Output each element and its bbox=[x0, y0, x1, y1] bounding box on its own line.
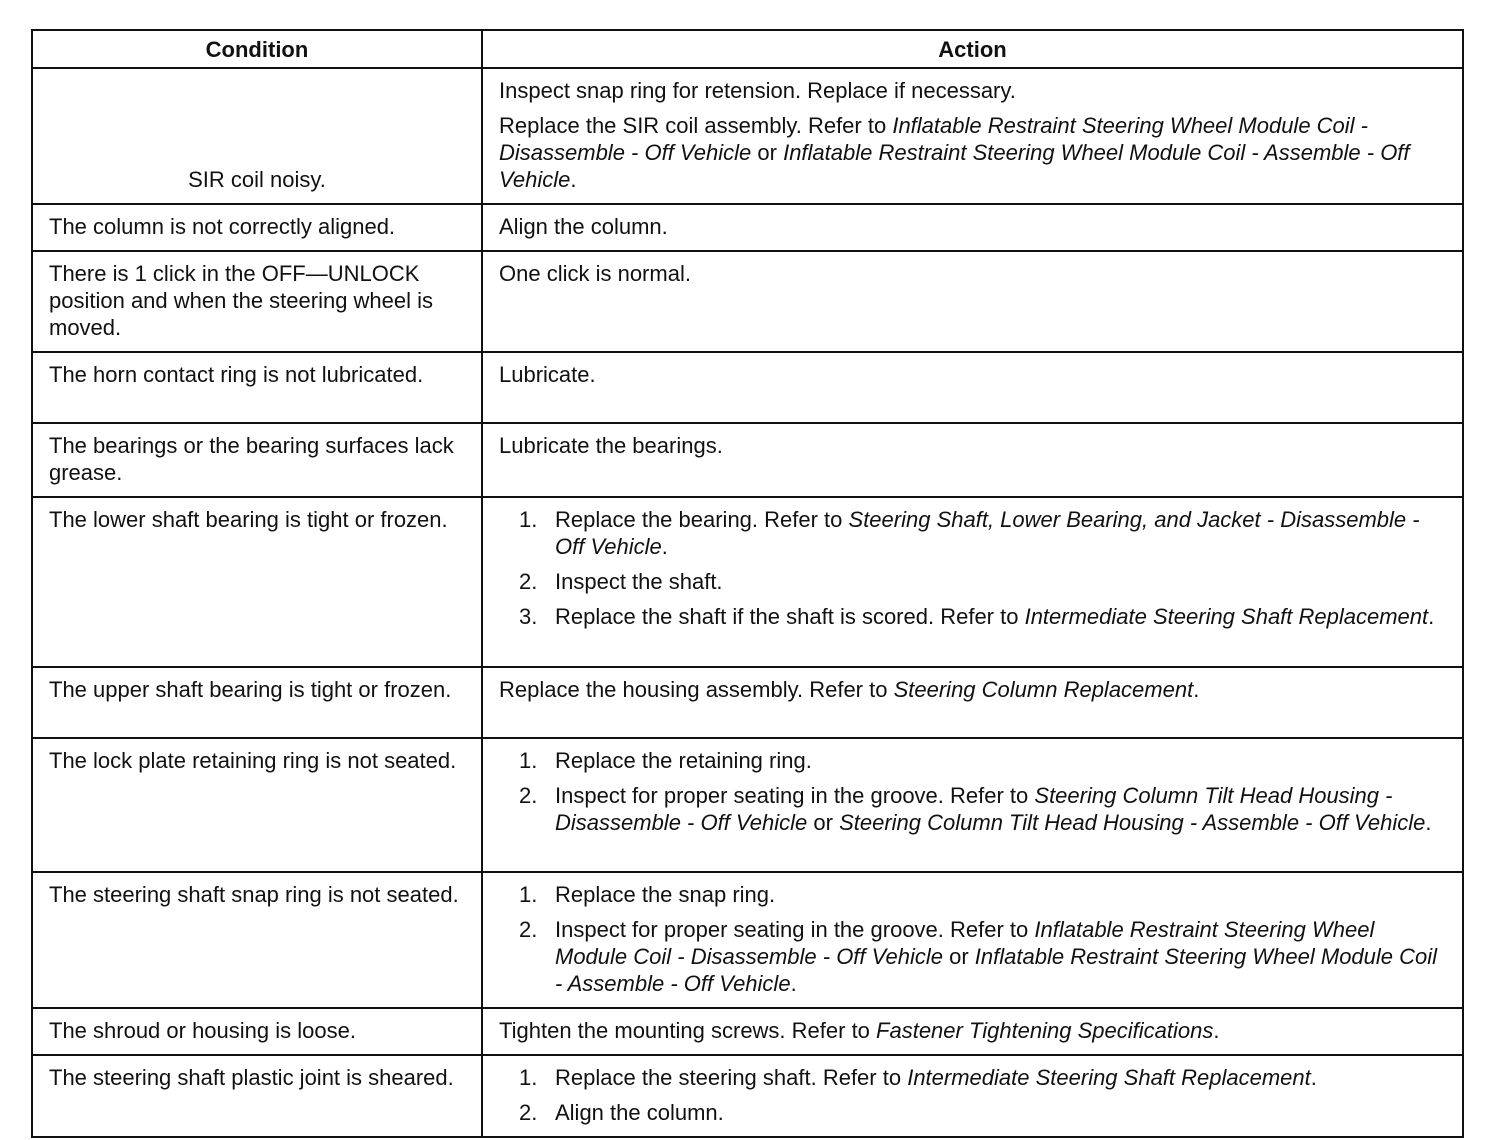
action-text: Inspect snap ring for retension. Replace if necessary. bbox=[499, 78, 1016, 103]
step-number: 1. bbox=[519, 882, 538, 907]
action-text: Lubricate the bearings. bbox=[499, 433, 723, 458]
action-cell bbox=[482, 497, 1463, 667]
reference-link: Inflatable Restraint Steering Wheel Module Coil - Disassemble - Off Vehicle bbox=[555, 917, 1375, 969]
list-item bbox=[499, 568, 1446, 595]
table-row bbox=[32, 1008, 1463, 1055]
condition-text: The column is not correctly aligned. bbox=[49, 214, 396, 239]
action-text: Tighten the mounting screws. Refer to bbox=[499, 1018, 877, 1043]
reference-link: Inflatable Restraint Steering Wheel Module Coil - Assemble - Off Vehicle bbox=[499, 140, 1410, 192]
action-text: . bbox=[570, 167, 577, 192]
table-row bbox=[32, 204, 1463, 251]
step-text: Inspect for proper seating in the groove. Refer to bbox=[555, 917, 1035, 942]
step-text: Replace the bearing. Refer to bbox=[555, 507, 849, 532]
action-text: Replace the housing assembly. Refer to bbox=[499, 677, 894, 702]
condition-text: The bearings or the bearing surfaces lack grease. bbox=[49, 433, 454, 485]
table-row bbox=[32, 738, 1463, 872]
table-row bbox=[32, 1055, 1463, 1137]
condition-cell bbox=[32, 251, 482, 352]
header-row bbox=[32, 30, 1463, 68]
step-text: Replace the retaining ring. bbox=[555, 748, 812, 773]
step-text: Align the column. bbox=[555, 1100, 724, 1125]
reference-link: Steering Column Tilt Head Housing - Disassemble - Off Vehicle bbox=[555, 783, 1393, 835]
step-list bbox=[499, 1064, 1446, 1126]
action-header: Action bbox=[482, 30, 1463, 68]
action-cell bbox=[482, 423, 1463, 497]
list-item bbox=[499, 506, 1446, 560]
step-text: . bbox=[661, 534, 668, 559]
condition-text: SIR coil noisy. bbox=[188, 167, 326, 192]
condition-text: The steering shaft snap ring is not seated. bbox=[49, 882, 459, 907]
condition-cell bbox=[32, 1008, 482, 1055]
condition-text: The lower shaft bearing is tight or frozen. bbox=[49, 507, 448, 532]
step-text: . bbox=[1310, 1065, 1317, 1090]
action-paragraph bbox=[499, 77, 1446, 104]
condition-cell bbox=[32, 667, 482, 738]
condition-cell bbox=[32, 352, 482, 423]
reference-link: Inflatable Restraint Steering Wheel Module Coil - Disassemble - Off Vehicle bbox=[499, 113, 1369, 165]
condition-cell bbox=[32, 872, 482, 1008]
list-item bbox=[499, 603, 1446, 630]
condition-text: The horn contact ring is not lubricated. bbox=[49, 362, 424, 387]
action-cell bbox=[482, 251, 1463, 352]
table-row bbox=[32, 423, 1463, 497]
action-cell bbox=[482, 1055, 1463, 1137]
step-number: 1. bbox=[519, 507, 538, 532]
list-item bbox=[499, 782, 1446, 836]
step-list bbox=[499, 747, 1446, 836]
table-row bbox=[32, 872, 1463, 1008]
action-text: . bbox=[1193, 677, 1200, 702]
step-text: . bbox=[1428, 604, 1435, 629]
action-cell bbox=[482, 738, 1463, 872]
list-item bbox=[499, 1099, 1446, 1126]
step-text: Inspect the shaft. bbox=[555, 569, 723, 594]
reference-link: Fastener Tightening Specifications bbox=[876, 1018, 1214, 1043]
step-text: or bbox=[943, 944, 975, 969]
list-item bbox=[499, 747, 1446, 774]
condition-header: Condition bbox=[32, 30, 482, 68]
step-text: Inspect for proper seating in the groove. Refer to bbox=[555, 783, 1035, 808]
reference-link: Intermediate Steering Shaft Replacement bbox=[1024, 604, 1429, 629]
action-text: One click is normal. bbox=[499, 261, 691, 286]
step-number: 2. bbox=[519, 1100, 538, 1125]
condition-cell bbox=[32, 1055, 482, 1137]
action-text: Align the column. bbox=[499, 214, 668, 239]
action-cell bbox=[482, 872, 1463, 1008]
condition-text: The shroud or housing is loose. bbox=[49, 1018, 356, 1043]
step-number: 2. bbox=[519, 569, 538, 594]
step-text: Replace the steering shaft. Refer to bbox=[555, 1065, 908, 1090]
troubleshooting-table bbox=[31, 29, 1464, 1138]
condition-cell bbox=[32, 204, 482, 251]
step-number: 2. bbox=[519, 783, 538, 808]
table-row bbox=[32, 251, 1463, 352]
condition-cell bbox=[32, 738, 482, 872]
step-number: 1. bbox=[519, 1065, 538, 1090]
action-cell bbox=[482, 1008, 1463, 1055]
reference-link: Steering Shaft, Lower Bearing, and Jacket - Disassemble - Off Vehicle bbox=[555, 507, 1420, 559]
condition-cell bbox=[32, 423, 482, 497]
table-row bbox=[32, 497, 1463, 667]
step-list bbox=[499, 506, 1446, 630]
action-paragraph bbox=[499, 112, 1446, 193]
list-item bbox=[499, 881, 1446, 908]
step-list bbox=[499, 881, 1446, 997]
action-text: . bbox=[1213, 1018, 1220, 1043]
step-text: . bbox=[790, 971, 797, 996]
condition-text: The steering shaft plastic joint is sheared. bbox=[49, 1065, 454, 1090]
action-cell bbox=[482, 68, 1463, 204]
table-row bbox=[32, 68, 1463, 204]
step-text: or bbox=[807, 810, 840, 835]
condition-text: There is 1 click in the OFF—UNLOCK position and when the steering wheel is moved. bbox=[49, 261, 434, 340]
step-number: 1. bbox=[519, 748, 538, 773]
list-item bbox=[499, 916, 1446, 997]
condition-text: The lock plate retaining ring is not seated. bbox=[49, 748, 457, 773]
action-text: or bbox=[751, 140, 784, 165]
reference-link: Steering Column Replacement bbox=[893, 677, 1194, 702]
table-row bbox=[32, 352, 1463, 423]
list-item bbox=[499, 1064, 1446, 1091]
reference-link: Steering Column Tilt Head Housing - Assemble - Off Vehicle bbox=[839, 810, 1426, 835]
table-row bbox=[32, 667, 1463, 738]
condition-cell bbox=[32, 68, 482, 204]
step-text: . bbox=[1425, 810, 1432, 835]
action-text: Replace the SIR coil assembly. Refer to bbox=[499, 113, 893, 138]
reference-link: Inflatable Restraint Steering Wheel Module Coil - Assemble - Off Vehicle bbox=[555, 944, 1438, 996]
reference-link: Intermediate Steering Shaft Replacement bbox=[907, 1065, 1311, 1090]
step-text: Replace the shaft if the shaft is scored. Refer to bbox=[555, 604, 1025, 629]
action-text: Lubricate. bbox=[499, 362, 596, 387]
condition-text: The upper shaft bearing is tight or frozen. bbox=[49, 677, 452, 702]
condition-cell bbox=[32, 497, 482, 667]
action-cell bbox=[482, 352, 1463, 423]
action-cell bbox=[482, 667, 1463, 738]
step-number: 2. bbox=[519, 917, 538, 942]
step-text: Replace the snap ring. bbox=[555, 882, 776, 907]
step-number: 3. bbox=[519, 604, 538, 629]
action-cell bbox=[482, 204, 1463, 251]
